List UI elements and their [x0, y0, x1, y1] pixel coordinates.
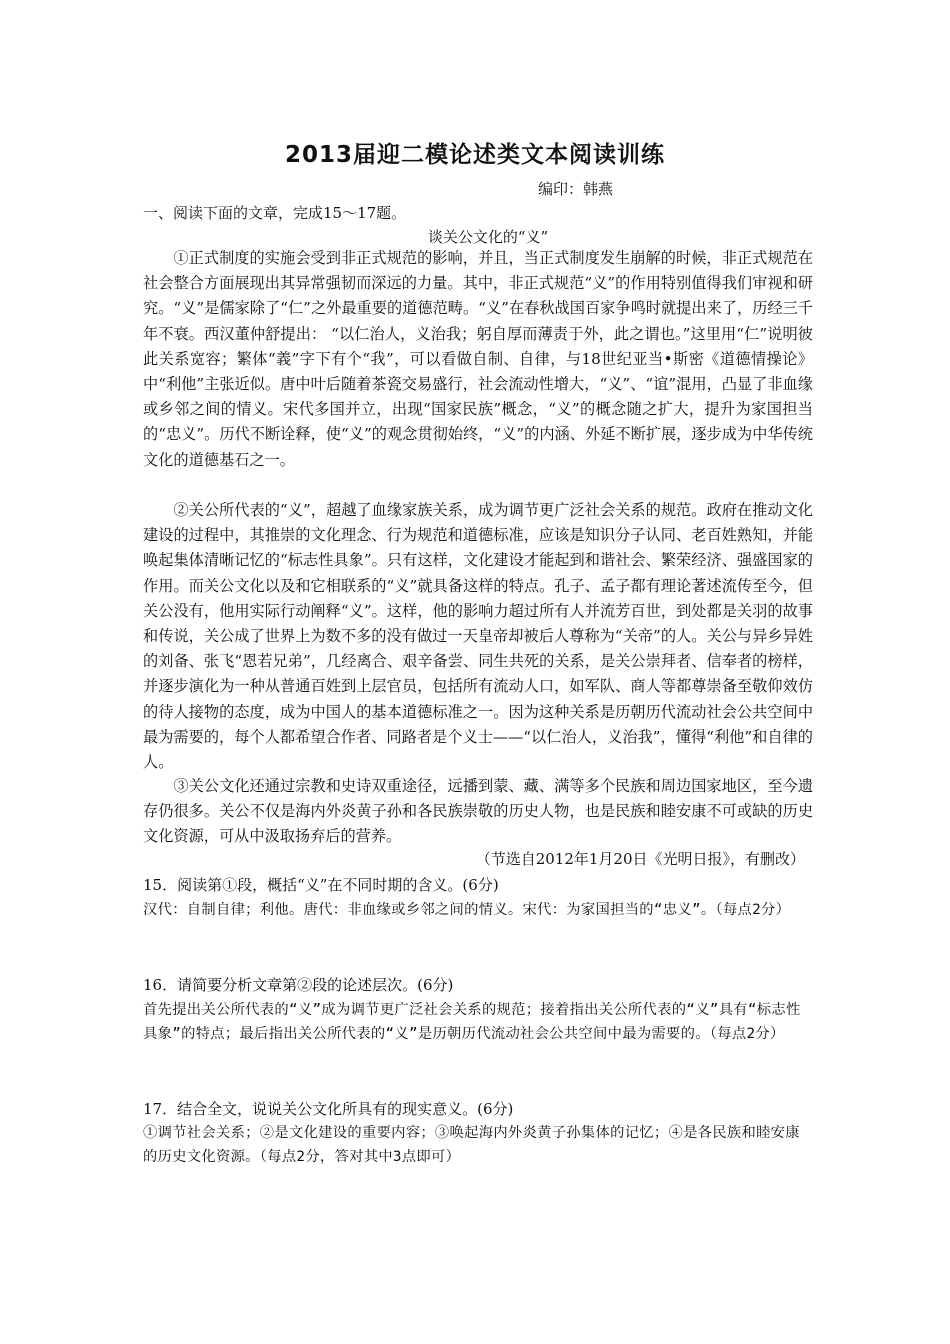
author-credit: 编印：韩燕 — [538, 180, 614, 198]
section-instruction: 一、阅读下面的文章，完成15～17题。 — [143, 204, 407, 222]
answer-17: ①调节社会关系；②是文化建设的重要内容；③唤起海内外炎黄子孙集体的记忆；④是各民族和睦安康的历史文化资源。（每点2分，答对其中3点即可） — [143, 1125, 800, 1165]
article-paragraph-1: ①正式制度的实施会受到非正式规范的影响，并且，当正式制度发生崩解的时候，非正式规范在社会整合方面展现出其异常强韧而深远的力量。其中，非正式规范“义”的作用特别值得我们审视和研究。“义”是儒家除了“仁”之外最重要的道德范畴。“义”在春秋战国百家争鸣时就提出来了，历经三千年不衰。西汉董仲舒提出： “以仁治人，义治我；躬自厚而薄责于外，此之谓也。”这里用“仁”说明彼此关系宽容；繁体“義”字下有个“我”，可以看做自制、自律，与18世纪亚当•斯密《道德情操论》中“利他”主张近似。唐中叶后随着茶瓷交易盛行，社会流动性增大，“义”、“谊”混用，凸显了非血缘或乡邻之间的情义。宋代多国并立，出现“国家民族”概念，“义”的概念随之扩大，提升为家国担当的“忠义”。历代不断诠释，使“义”的观念贯彻始终，“义”的内涵、外延不断扩展，逐步成为中华传统文化的道德基石之一。 — [143, 249, 813, 469]
article-source: （节选自2012年1月20日《光明日报》，有删改） — [475, 850, 805, 868]
article-paragraph-2: ②关公所代表的“义”，超越了血缘家族关系，成为调节更广泛社会关系的规范。政府在推动文化建设的过程中，其推崇的文化理念、行为规范和道德标准，应该是知识分子认同、老百姓熟知，并能唤起集体清晰记忆的“标志性具象”。只有这样，文化建设才能起到和谐社会、繁荣经济、强盛国家的作用。而关公文化以及和它相联系的“义”就具备这样的特点。孔子、孟子都有理论著述流传至今，但关公没有，他用实际行动阐释“义”。这样，他的影响力超过所有人并流芳百世，到处都是关羽的故事和传说，关公成了世界上为数不多的没有做过一天皇帝却被后人尊称为“关帝”的人。关公与异乡异姓的刘备、张飞“恩若兄弟”，几经离合、艰辛备尝、同生共死的关系，是关公崇拜者、信奉者的榜样，并逐步演化为一种从普通百姓到上层官员，包括所有流动人口，如军队、商人等都尊崇备至敬仰效仿的待人接物的态度，成为中国人的基本道德标准之一。因为这种关系是历朝历代流动社会公共空间中最为需要的，每个人都希望合作者、同路者是个义士——“以仁治人，义治我”，懂得“利他”和自律的人。 — [143, 501, 813, 772]
question-15: 15．阅读第①段，概括“义”在不同时期的含义。(6分) — [143, 876, 499, 894]
document-title: 2013届迎二模论述类文本阅读训练 — [284, 142, 665, 168]
article-paragraph-3: ③关公文化还通过宗教和史诗双重途径，远播到蒙、藏、满等多个民族和周边国家地区，至今遗存仍很多。关公不仅是海内外炎黄子孙和各民族崇敬的历史人物，也是民族和睦安康不可或缺的历史文化资源，可从中汲取扬弃后的营养。 — [143, 777, 813, 846]
answer-15: 汉代：自制自律；利他。唐代：非血缘或乡邻之间的情义。宋代：为家国担当的“忠义”。（每点2分） — [143, 902, 791, 918]
article-title: 谈关公文化的“义” — [427, 228, 549, 246]
question-16: 16．请简要分析文章第②段的论述层次。(6分) — [143, 976, 454, 994]
question-17: 17．结合全文，说说关公文化所具有的现实意义。(6分) — [143, 1100, 514, 1118]
answer-16: 首先提出关公所代表的“义”成为调节更广泛社会关系的规范；接着指出关公所代表的“义”具有“标志性具象”的特点；最后指出关公所代表的“义”是历朝历代流动社会公共空间中最为需要的。（每点2分） — [143, 1002, 801, 1042]
